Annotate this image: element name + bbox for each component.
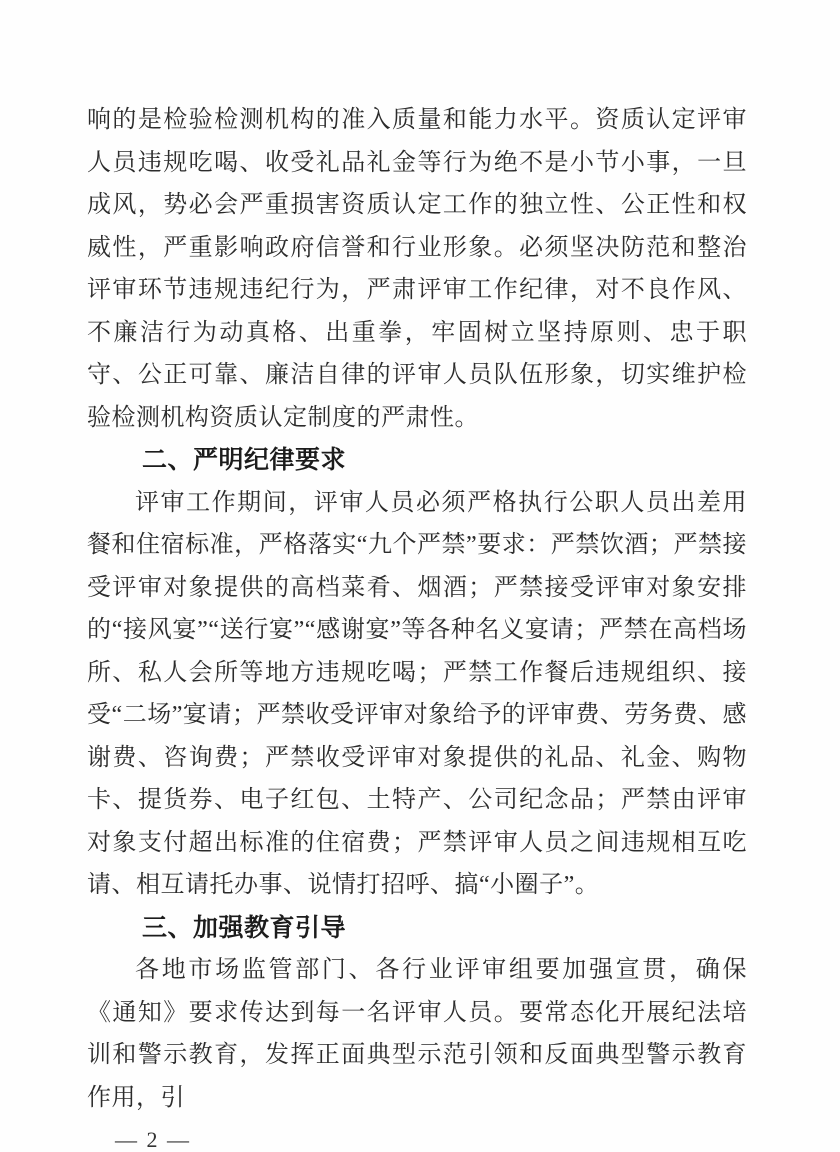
page-number: — 2 —: [115, 1127, 191, 1152]
paragraph-nine-prohibitions: 评审工作期间，评审人员必须严格执行公职人员出差用餐和住宿标准，严格落实“九个严禁”要求：严禁饮酒；严禁接受评审对象提供的高档菜肴、烟酒；严禁接受评审对象安排的“接风宴”“送行宴”“感谢宴”等各种名义宴请；严禁在高档场所、私人会所等地方违规吃喝；严禁工作餐后违规组织、接受“二场”宴请；严禁收受评审对象给予的评审费、劳务费、感谢费、咨询费；严禁收受评审对象提供的礼品、礼金、购物卡、提货券、电子红包、土特产、公司纪念品；严禁由评审对象支付超出标准的住宿费；严禁评审人员之间违规相互吃请、相互请托办事、说情打招呼、搞“小圈子”。: [87, 489, 747, 898]
section-heading-education: 三、加强教育引导: [142, 913, 347, 942]
page-content: [87, 99, 747, 1152]
paragraph-continuation: 响的是检验检测机构的准入质量和能力水平。资质认定评审人员违规吃喝、收受礼品礼金等行为绝不是小节小事，一旦成风，势必会严重损害资质认定工作的独立性、公正性和权威性，严重影响政府信誉和行业形象。必须坚决防范和整治评审环节违规违纪行为，严肃评审工作纪律，对不良作风、不廉洁行为动真格、出重拳，牢固树立坚持原则、忠于职守、公正可靠、廉洁自律的评审人员队伍形象，切实维护检验检测机构资质认定制度的严肃性。: [87, 107, 747, 431]
section-heading-discipline: 二、严明纪律要求: [142, 446, 347, 474]
paragraph-education-guidance: 各地市场监管部门、各行业评审组要加强宣贯，确保《通知》要求传达到每一名评审人员。要常态化开展纪法培训和警示教育，发挥正面典型示范引领和反面典型警示教育作用，引: [87, 957, 747, 1111]
